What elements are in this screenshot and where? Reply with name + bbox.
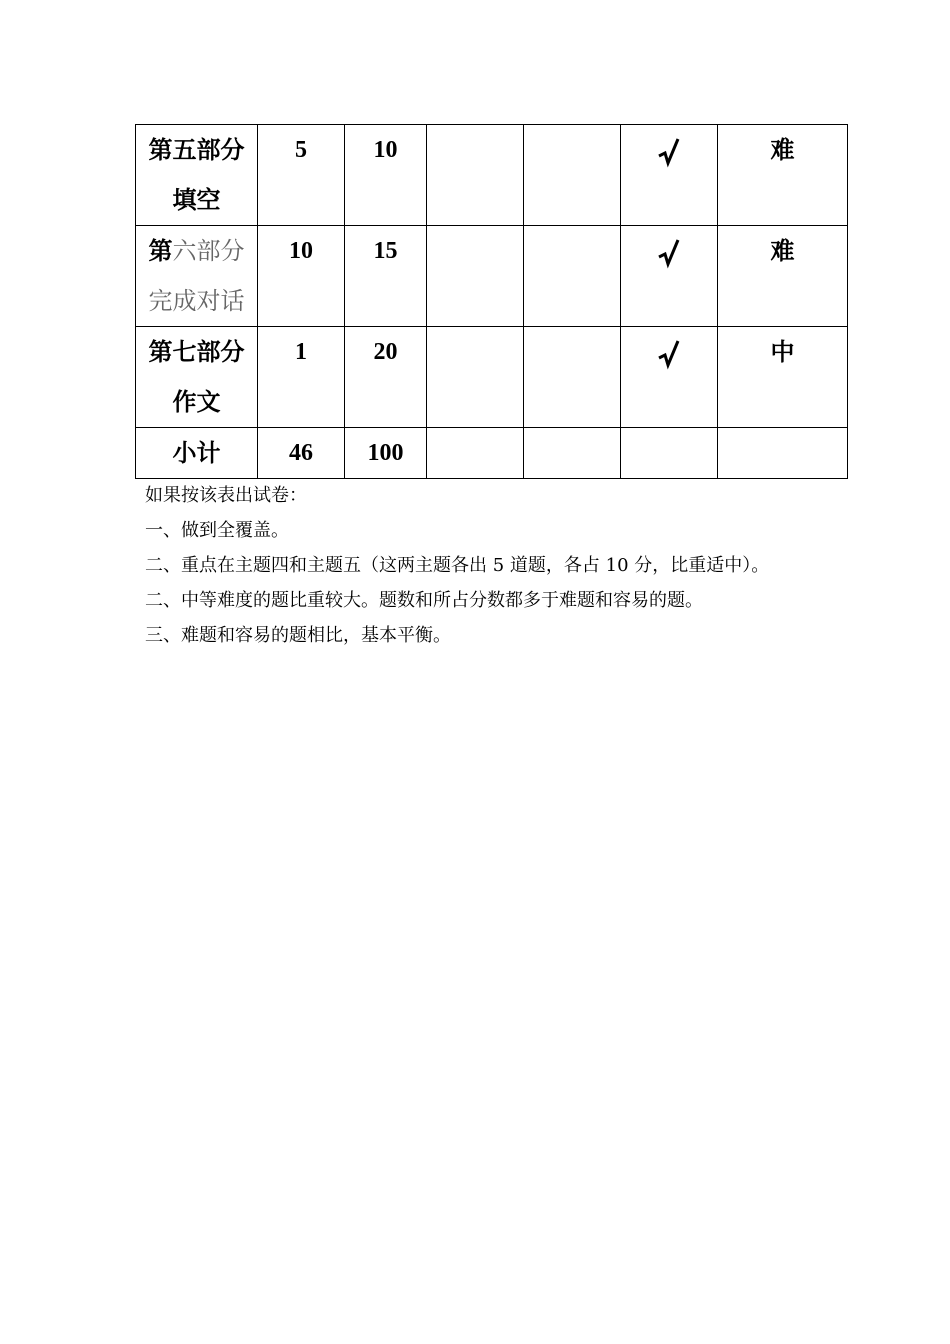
total-count-cell: 46 <box>258 428 345 479</box>
score-cell: 10 <box>345 125 427 226</box>
table-total-row <box>136 428 848 479</box>
part-name-cell: 第七部分 作文 <box>136 327 258 428</box>
empty-cell <box>524 327 621 428</box>
empty-cell <box>427 327 524 428</box>
check-cell <box>621 226 718 327</box>
empty-cell <box>621 428 718 479</box>
total-label-cell: 小计 <box>136 428 258 479</box>
check-mark-icon <box>656 339 682 373</box>
empty-cell <box>427 125 524 226</box>
question-count-cell: 10 <box>258 226 345 327</box>
check-cell <box>621 327 718 428</box>
empty-cell <box>524 226 621 327</box>
total-score-cell: 100 <box>345 428 427 479</box>
note-item: 二、重点在主题四和主题五（这两主题各出 5 道题，各占 10 分，比重适中）。 <box>145 555 770 576</box>
empty-cell <box>427 226 524 327</box>
question-count-cell: 5 <box>258 125 345 226</box>
difficulty-cell: 难 <box>718 125 848 226</box>
table-row <box>136 327 848 428</box>
check-mark-icon <box>656 137 682 171</box>
empty-cell <box>718 428 848 479</box>
question-count-cell: 1 <box>258 327 345 428</box>
note-item: 一、做到全覆盖。 <box>145 520 289 541</box>
empty-cell <box>524 428 621 479</box>
table-row <box>136 226 848 327</box>
score-cell: 15 <box>345 226 427 327</box>
difficulty-cell: 难 <box>718 226 848 327</box>
note-item: 二、中等难度的题比重较大。题数和所占分数都多于难题和容易的题。 <box>145 590 703 611</box>
difficulty-cell: 中 <box>718 327 848 428</box>
empty-cell <box>427 428 524 479</box>
notes-section <box>145 478 865 653</box>
score-cell: 20 <box>345 327 427 428</box>
part-name-cell: 第五部分 填空 <box>136 125 258 226</box>
check-mark-icon <box>656 238 682 272</box>
part-name-cell: 第六部分 完成对话 <box>136 226 258 327</box>
empty-cell <box>524 125 621 226</box>
notes-intro: 如果按该表出试卷： <box>145 485 307 506</box>
check-cell <box>621 125 718 226</box>
exam-spec-table <box>135 124 848 479</box>
table-row <box>136 125 848 226</box>
note-item: 三、难题和容易的题相比，基本平衡。 <box>145 625 451 646</box>
